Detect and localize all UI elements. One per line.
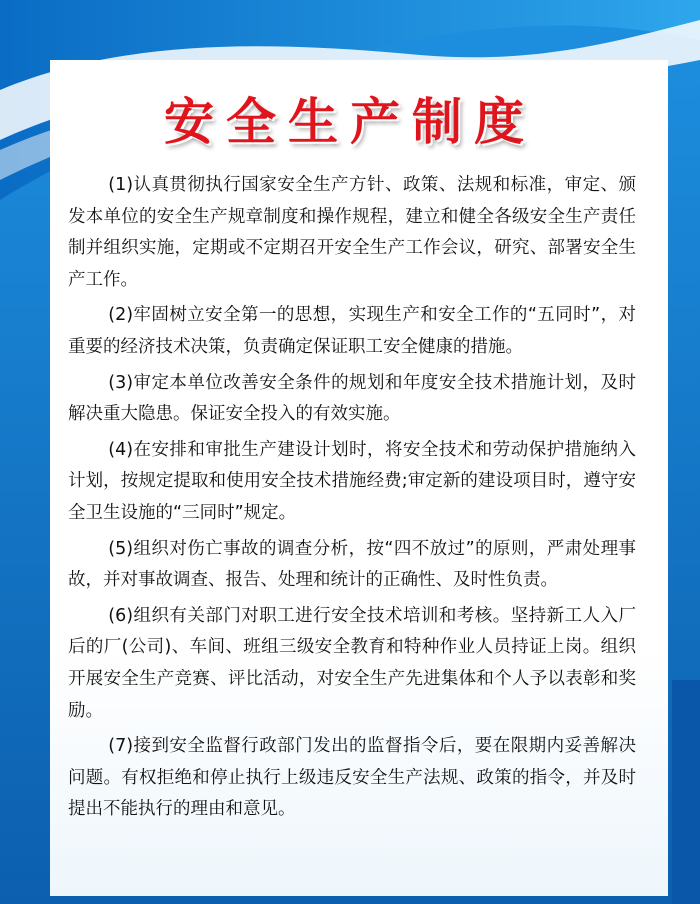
rule-paragraph-1: (1)认真贯彻执行国家安全生产方针、政策、法规和标准，审定、颁发本单位的安全生产规章制度和操作规程，建立和健全各级安全生产责任制并组织实施，定期或不定期召开安全生产工作会议，研究、部署安全生产工作。 [68, 175, 636, 290]
rule-paragraph-6: (6)组织有关部门对职工进行安全技术培训和考核。坚持新工人入厂后的厂(公司)、车间、班组三级安全教育和特种作业人员持证上岗。组织开展安全生产竞赛、评比活动，对安全生产先进集体和个人予以表彰和奖励。 [68, 605, 636, 721]
rules-body [68, 170, 636, 830]
page-title: 安全生产制度 [164, 93, 536, 151]
rule-paragraph-2: (2)牢固树立安全第一的思想，实现生产和安全工作的“五同时”，对重要的经济技术决策，负责确定保证职工安全健康的措施。 [68, 305, 636, 357]
rule-paragraph-5: (5)组织对伤亡事故的调查分析，按“四不放过”的原则，严肃处理事故，并对事故调查、报告、处理和统计的正确性、及时性负责。 [68, 538, 636, 591]
rule-paragraph-4: (4)在安排和审批生产建设计划时，将安全技术和劳动保护措施纳入计划，按规定提取和使用安全技术措施经费;审定新的建设项目时，遵守安全卫生设施的“三同时”规定。 [68, 439, 636, 523]
rule-paragraph-7: (7)接到安全监督行政部门发出的监督指令后，要在限期内妥善解决问题。有权拒绝和停止执行上级违反安全生产法规、政策的指令，并及时提出不能执行的理由和意见。 [68, 736, 636, 820]
rule-paragraph-3: (3)审定本单位改善安全条件的规划和年度安全技术措施计划，及时解决重大隐患。保证安全投入的有效实施。 [68, 372, 636, 425]
